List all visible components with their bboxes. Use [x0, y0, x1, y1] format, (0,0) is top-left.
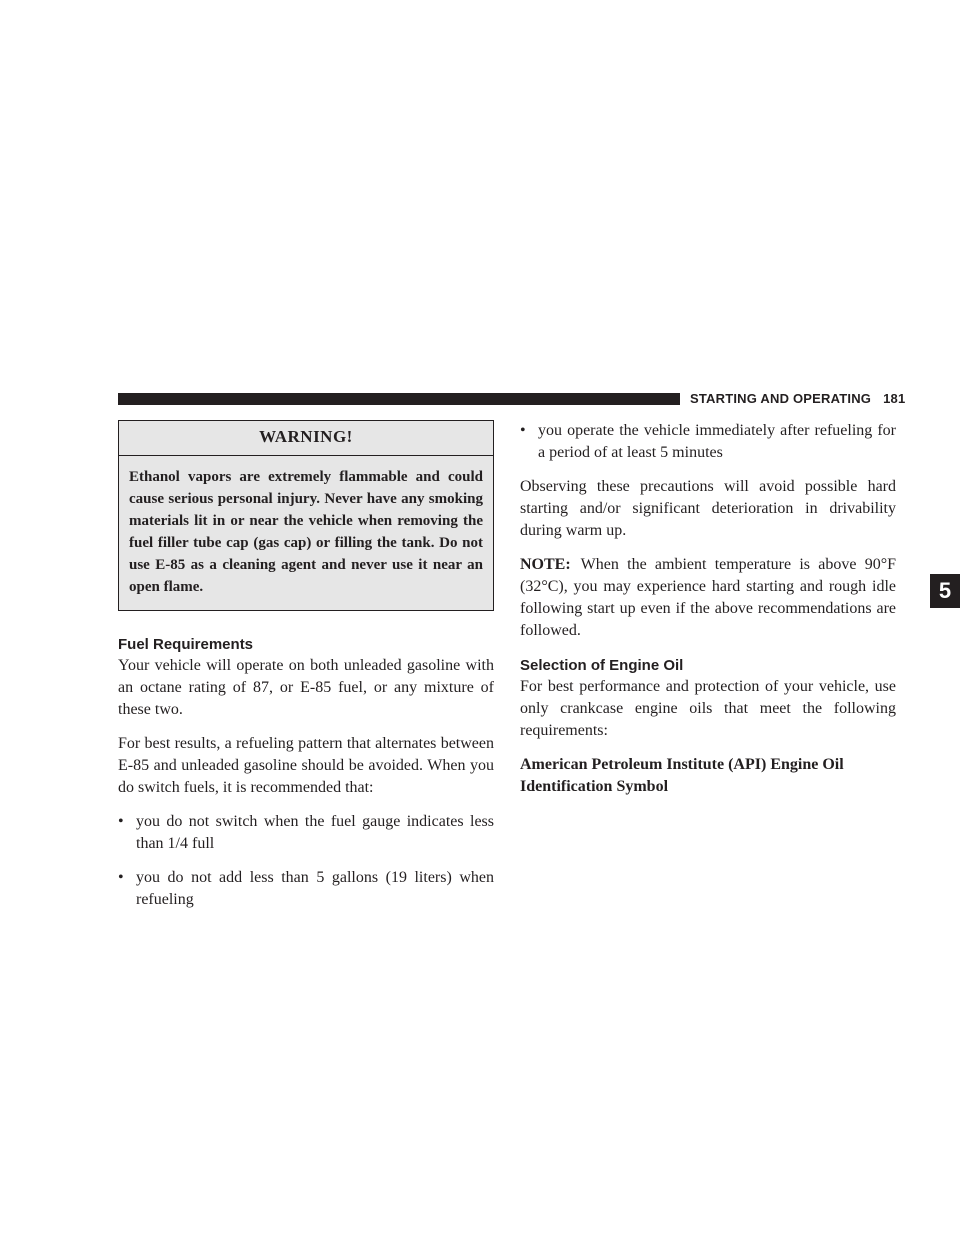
list-item [118, 867, 494, 911]
note-label: NOTE: [520, 556, 571, 573]
bullet-icon: • [520, 422, 526, 439]
bullet-text: you do not switch when the fuel gauge indicates less than 1/4 full [136, 813, 494, 852]
engine-oil-heading: Selection of Engine Oil [520, 657, 684, 674]
left-column [118, 420, 494, 911]
warning-box [118, 420, 494, 611]
list-item [118, 811, 494, 855]
fuel-paragraph-1: Your vehicle will operate on both unleaded gasoline with an octane rating of 87, or E-85 fuel, or any mixture of these two. [118, 657, 494, 718]
warning-body: Ethanol vapors are extremely flammable and could cause serious personal injury. Never have any smoking materials lit in or near the vehicle when removing the fuel filler tube cap (gas cap) or filling the tank. Do not use E-85 as a cleaning agent and never use it near an open flame. [129, 469, 483, 595]
note-text: When the ambient temperature is above 90°F (32°C), you may experience hard starting and rough idle following start up even if the above recommendations are followed. [520, 556, 896, 639]
section-title: STARTING AND OPERATING [690, 391, 872, 406]
running-header [690, 391, 905, 406]
fuel-paragraph-2: For best results, a refueling pattern that alternates between E-85 and unleaded gasoline should be avoided. When you do switch fuels, it is recommended that: [118, 735, 494, 796]
engine-oil-paragraph: For best performance and protection of your vehicle, use only crankcase engine oils that meet the following requirements: [520, 678, 896, 739]
fuel-requirements-heading: Fuel Requirements [118, 636, 254, 653]
chapter-tab: 5 [930, 574, 960, 608]
bullet-icon: • [118, 813, 124, 830]
fuel-paragraph-3: Observing these precautions will avoid possible hard starting and/or significant deterioration in drivability during warm up. [520, 478, 896, 539]
list-item [520, 420, 896, 464]
bullet-text: you operate the vehicle immediately after refueling for a period of at least 5 minutes [538, 422, 896, 461]
note-paragraph [520, 554, 896, 642]
bullet-text: you do not add less than 5 gallons (19 liters) when refueling [136, 869, 494, 908]
right-column [520, 420, 896, 798]
header-rule [118, 393, 680, 405]
page-number: 181 [883, 391, 906, 406]
bullet-icon: • [118, 869, 124, 886]
warning-title: WARNING! [119, 421, 493, 456]
api-symbol-paragraph: American Petroleum Institute (API) Engine Oil Identification Symbol [520, 756, 844, 795]
